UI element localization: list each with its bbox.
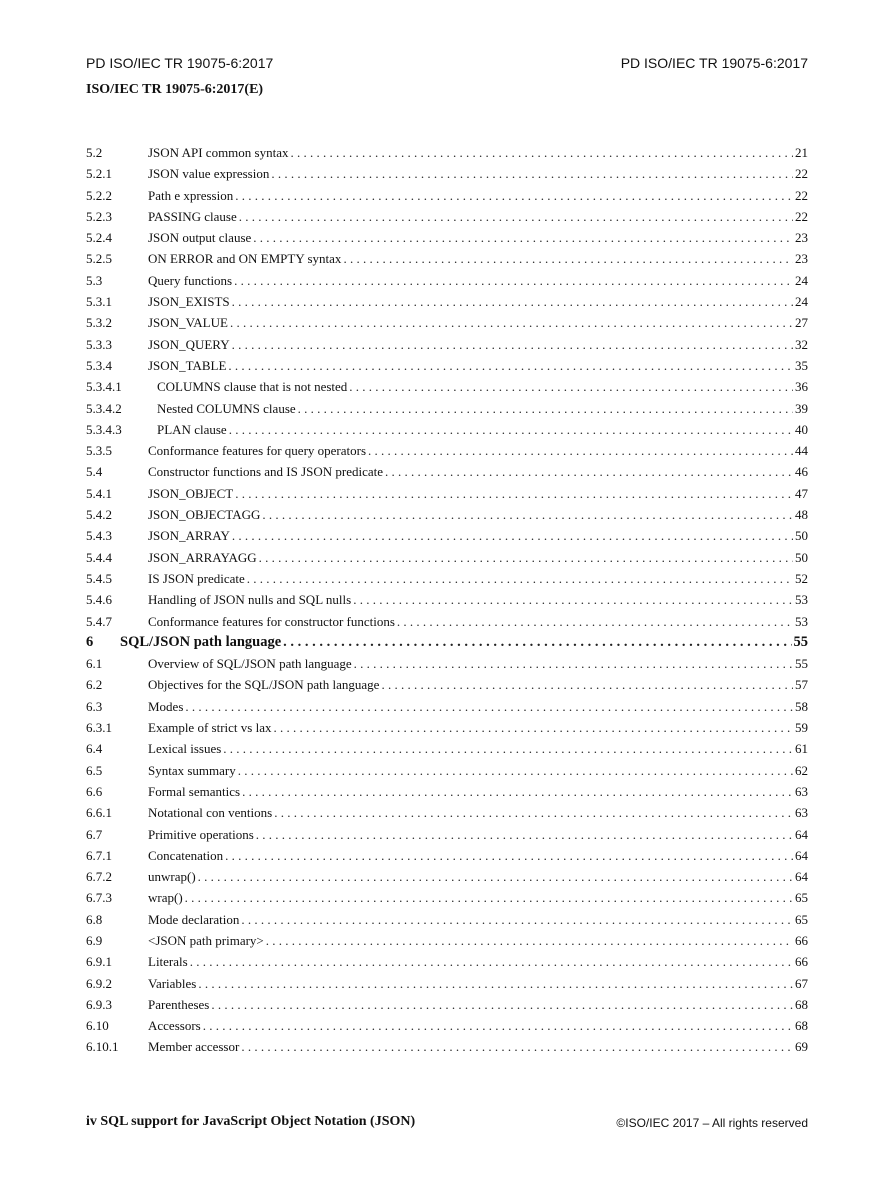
toc-entry[interactable] <box>86 440 808 461</box>
toc-leader-dots <box>283 632 791 653</box>
toc-entry-number: 5.3.5 <box>86 443 112 459</box>
toc-entry-title: Conformance features for query operators <box>148 443 367 459</box>
toc-leader-dots <box>185 696 793 717</box>
toc-entry[interactable] <box>86 142 808 163</box>
toc-entry[interactable] <box>86 973 808 994</box>
toc-leader-dots <box>242 781 793 802</box>
toc-entry-number: 5.4.2 <box>86 507 112 523</box>
toc-entry-number: 5.2.1 <box>86 166 112 182</box>
header-right-id: PD ISO/IEC TR 19075-6:2017 <box>620 55 808 71</box>
toc-leader-dots <box>290 142 793 163</box>
toc-entry-page: 69 <box>795 1039 808 1055</box>
toc-entry-number: 5.4.3 <box>86 528 112 544</box>
toc-entry-page: 22 <box>795 166 808 182</box>
toc-entry-page: 40 <box>795 421 808 437</box>
toc-entry-title: Objectives for the SQL/JSON path language <box>148 677 380 693</box>
toc-entry-number: 5.4.5 <box>86 570 112 586</box>
toc-entry-number: 6.9.2 <box>86 975 112 991</box>
toc-entry-number: 6.8 <box>86 911 103 927</box>
toc-entry-number: 6.5 <box>86 762 103 778</box>
toc-leader-dots <box>241 909 793 930</box>
toc-entry-title: Syntax summary <box>148 762 236 778</box>
toc-entry[interactable] <box>86 291 808 312</box>
toc-entry-page: 53 <box>795 613 808 629</box>
toc-entry-number: 6.7 <box>86 826 103 842</box>
toc-entry-number: 5.4.6 <box>86 592 112 608</box>
toc-entry-page: 58 <box>795 698 808 714</box>
toc-leader-dots <box>230 312 793 333</box>
toc-entry[interactable] <box>86 227 808 248</box>
toc-entry-number: 5.2.5 <box>86 251 112 267</box>
toc-entry-number: 6.7.2 <box>86 869 112 885</box>
toc-leader-dots <box>239 206 793 227</box>
toc-leader-dots <box>266 930 793 951</box>
toc-leader-dots <box>262 504 793 525</box>
toc-entry[interactable] <box>86 781 808 802</box>
toc-leader-dots <box>256 824 793 845</box>
toc-entry-number: 5.3.1 <box>86 294 112 310</box>
toc-leader-dots <box>274 802 793 823</box>
toc-entry-title: IS JSON predicate <box>148 570 245 586</box>
toc-entry[interactable] <box>86 206 808 227</box>
toc-entry-page: 21 <box>795 145 808 160</box>
toc-entry[interactable] <box>86 887 808 908</box>
toc-entry-number: 5.3.3 <box>86 336 112 352</box>
toc-entry-title: Constructor functions and IS JSON predicate <box>148 464 384 480</box>
toc-entry-number: 6.2 <box>86 677 103 693</box>
toc-entry-title: ON ERROR and ON EMPTY syntax <box>148 251 342 267</box>
toc-entry[interactable] <box>86 930 808 951</box>
toc-entry-page: 68 <box>795 996 808 1012</box>
toc-entry-page: 64 <box>795 869 808 885</box>
toc-entry-page: 39 <box>795 400 808 416</box>
toc-leader-dots <box>273 717 793 738</box>
toc-entry-title: JSON output clause <box>148 230 252 246</box>
toc-entry-title: JSON_OBJECT <box>148 485 234 501</box>
toc-entry-number: 5.3 <box>86 272 103 288</box>
toc-entry[interactable] <box>86 824 808 845</box>
toc-leader-dots <box>198 973 793 994</box>
toc-leader-dots <box>343 248 793 269</box>
toc-entry-title: Accessors <box>148 1018 201 1034</box>
toc-entry-page: 48 <box>795 507 808 523</box>
toc-entry-number: 5.3.2 <box>86 315 112 331</box>
toc-entry-title: Concatenation <box>148 847 224 863</box>
toc-entry-number: 6.10 <box>86 1018 109 1034</box>
toc-leader-dots <box>354 653 793 674</box>
toc-leader-dots <box>203 1015 793 1036</box>
toc-entry-title: JSON_ARRAY <box>148 528 230 544</box>
toc-entry[interactable] <box>86 568 808 589</box>
toc-leader-dots <box>225 845 793 866</box>
toc-leader-dots <box>349 376 793 397</box>
toc-entry-page: 55 <box>795 656 808 672</box>
toc-entry-page: 50 <box>795 528 808 544</box>
toc-entry-page: 46 <box>795 464 808 480</box>
toc-leader-dots <box>228 355 793 376</box>
toc-leader-dots <box>397 611 793 632</box>
toc-entry-title: Modes <box>148 698 184 714</box>
toc-entry-page: 64 <box>795 826 808 842</box>
toc-leader-dots <box>234 270 793 291</box>
toc-entry-page: 52 <box>795 570 808 586</box>
toc-entry-title: JSON_EXISTS <box>148 294 230 310</box>
toc-entry-title: Literals <box>148 954 188 970</box>
toc-leader-dots <box>232 291 793 312</box>
toc-leader-dots <box>271 163 793 184</box>
toc-entry[interactable] <box>86 738 808 759</box>
toc-entry-number: 6.1 <box>86 656 103 672</box>
toc-entry[interactable] <box>86 1036 808 1057</box>
toc-entry-page: 23 <box>795 251 808 267</box>
toc-entry[interactable] <box>86 483 808 504</box>
toc-entry-title: Lexical issues <box>148 741 222 757</box>
toc-entry[interactable] <box>86 525 808 546</box>
toc-entry-title: Handling of JSON nulls and SQL nulls <box>148 592 352 608</box>
toc-entry-page: 62 <box>795 762 808 778</box>
toc-entry-title: JSON_ARRAYAGG <box>148 549 257 565</box>
toc-entry[interactable] <box>86 1015 808 1036</box>
toc-entry-title: Example of strict vs lax <box>148 720 272 736</box>
toc-entry-page: 65 <box>795 911 808 927</box>
toc-leader-dots <box>385 461 793 482</box>
footer-copyright: ©ISO/IEC 2017 – All rights reserved <box>616 1116 808 1130</box>
toc-entry-page: 63 <box>795 805 808 821</box>
toc-leader-dots <box>253 227 793 248</box>
toc-leader-dots <box>190 951 793 972</box>
toc-entry-page: 24 <box>795 294 808 310</box>
toc-entry-page: 23 <box>795 230 808 246</box>
toc-entry[interactable] <box>86 909 808 930</box>
toc-entry-number: 6 <box>86 633 94 650</box>
toc-entry-number: 5.4.4 <box>86 549 112 565</box>
toc-entry-title: JSON_QUERY <box>148 336 230 352</box>
toc-entry-title: Query functions <box>148 272 233 288</box>
toc-entry-page: 53 <box>795 592 808 608</box>
toc-entry-page: 67 <box>795 975 808 991</box>
toc-entry[interactable] <box>86 461 808 482</box>
toc-entry[interactable] <box>86 376 808 397</box>
toc-entry-number: 5.2.4 <box>86 230 112 246</box>
toc-entry-title: Variables <box>148 975 197 991</box>
toc-entry[interactable] <box>86 185 808 206</box>
toc-entry-title: Mode declaration <box>148 911 240 927</box>
toc-leader-dots <box>353 589 793 610</box>
table-of-contents <box>86 142 808 1058</box>
toc-leader-dots <box>241 1036 793 1057</box>
toc-entry-number: 6.9 <box>86 932 103 948</box>
toc-entry-number: 5.4 <box>86 464 103 480</box>
toc-entry[interactable] <box>86 312 808 333</box>
toc-entry-page: 66 <box>795 932 808 948</box>
toc-leader-dots <box>247 568 793 589</box>
toc-entry-number: 6.6.1 <box>86 805 112 821</box>
toc-entry[interactable] <box>86 653 808 674</box>
toc-entry[interactable] <box>86 845 808 866</box>
toc-entry-number: 5.4.7 <box>86 613 112 629</box>
toc-entry[interactable] <box>86 802 808 823</box>
toc-entry-page: 47 <box>795 485 808 501</box>
toc-entry-number: 5.2.2 <box>86 187 112 203</box>
toc-leader-dots <box>232 334 793 355</box>
toc-entry-number: 5.4.1 <box>86 485 112 501</box>
toc-entry-number: 6.7.1 <box>86 847 112 863</box>
toc-entry[interactable] <box>86 951 808 972</box>
toc-leader-dots <box>235 185 793 206</box>
toc-entry-title: Member accessor <box>148 1039 240 1055</box>
toc-leader-dots <box>298 398 793 419</box>
toc-entry-page: 35 <box>795 357 808 373</box>
toc-entry[interactable] <box>86 419 808 440</box>
toc-entry[interactable] <box>86 632 808 653</box>
toc-entry-number: 5.2.3 <box>86 208 112 224</box>
toc-entry-page: 65 <box>795 890 808 906</box>
toc-entry-title: Nested COLUMNS clause <box>157 400 296 416</box>
toc-entry[interactable] <box>86 696 808 717</box>
toc-leader-dots <box>211 994 793 1015</box>
toc-entry[interactable] <box>86 398 808 419</box>
toc-entry-title: JSON_TABLE <box>148 357 227 373</box>
toc-entry-title: Conformance features for constructor functions <box>148 613 395 629</box>
toc-entry-number: 5.3.4.2 <box>86 400 122 416</box>
toc-entry[interactable] <box>86 163 808 184</box>
toc-entry-title: JSON_VALUE <box>148 315 228 331</box>
toc-entry-page: 57 <box>795 677 808 693</box>
toc-leader-dots <box>259 547 793 568</box>
toc-entry-number: 6.10.1 <box>86 1039 119 1055</box>
toc-entry-page: 59 <box>795 720 808 736</box>
toc-entry[interactable] <box>86 611 808 632</box>
toc-entry-title: unwrap() <box>148 869 196 885</box>
toc-entry-number: 6.3 <box>86 698 103 714</box>
toc-leader-dots <box>235 483 793 504</box>
toc-entry-title: Path e xpression <box>148 187 234 203</box>
toc-entry[interactable] <box>86 589 808 610</box>
toc-entry-number: 5.3.4.3 <box>86 421 122 437</box>
toc-entry-page: 44 <box>795 443 808 459</box>
toc-entry-page: 55 <box>793 633 808 650</box>
toc-entry-title: JSON API common syntax <box>148 145 289 160</box>
toc-entry-number: 6.6 <box>86 783 103 799</box>
toc-entry[interactable] <box>86 994 808 1015</box>
toc-entry[interactable] <box>86 270 808 291</box>
toc-entry-number: 5.3.4 <box>86 357 112 373</box>
toc-entry-title: JSON_OBJECTAGG <box>148 507 261 523</box>
toc-entry-page: 50 <box>795 549 808 565</box>
toc-entry-title: wrap() <box>148 890 183 906</box>
toc-entry-title: COLUMNS clause that is not nested <box>157 379 348 395</box>
toc-entry-number: 6.9.3 <box>86 996 112 1012</box>
toc-entry[interactable] <box>86 547 808 568</box>
toc-entry-title: <JSON path primary> <box>148 932 264 948</box>
toc-entry-page: 61 <box>795 741 808 757</box>
toc-entry[interactable] <box>86 760 808 781</box>
toc-entry-title: Overview of SQL/JSON path language <box>148 656 352 672</box>
toc-entry-page: 63 <box>795 783 808 799</box>
toc-entry-number: 5.3.4.1 <box>86 379 122 395</box>
toc-entry-page: 66 <box>795 954 808 970</box>
toc-entry-number: 6.7.3 <box>86 890 112 906</box>
toc-entry-title: PLAN clause <box>157 421 227 437</box>
toc-entry-title: Formal semantics <box>148 783 241 799</box>
toc-entry-title: Primitive operations <box>148 826 254 842</box>
toc-entry[interactable] <box>86 248 808 269</box>
toc-entry-page: 64 <box>795 847 808 863</box>
toc-entry-title: SQL/JSON path language <box>120 633 282 650</box>
toc-leader-dots <box>238 760 793 781</box>
header-left-id: PD ISO/IEC TR 19075-6:2017 <box>86 55 274 71</box>
toc-entry[interactable] <box>86 717 808 738</box>
toc-entry-number: 5.2 <box>86 145 103 160</box>
toc-leader-dots <box>232 525 793 546</box>
toc-entry-page: 36 <box>795 379 808 395</box>
toc-entry-title: Notational con ventions <box>148 805 273 821</box>
toc-entry-page: 68 <box>795 1018 808 1034</box>
toc-leader-dots <box>185 887 793 908</box>
document-identifier: ISO/IEC TR 19075-6:2017(E) <box>86 82 264 97</box>
footer-title: iv SQL support for JavaScript Object Notation (JSON) <box>86 1114 416 1129</box>
toc-entry-number: 6.4 <box>86 741 103 757</box>
toc-leader-dots <box>223 738 793 759</box>
toc-leader-dots <box>198 866 793 887</box>
toc-entry-page: 32 <box>795 336 808 352</box>
toc-leader-dots <box>381 674 793 695</box>
toc-entry[interactable] <box>86 504 808 525</box>
toc-entry-title: PASSING clause <box>148 208 237 224</box>
toc-entry-page: 22 <box>795 187 808 203</box>
toc-entry-page: 24 <box>795 272 808 288</box>
toc-leader-dots <box>368 440 793 461</box>
toc-entry-page: 22 <box>795 208 808 224</box>
toc-entry-number: 6.9.1 <box>86 954 112 970</box>
toc-entry-title: Parentheses <box>148 996 210 1012</box>
toc-entry[interactable] <box>86 334 808 355</box>
toc-leader-dots <box>229 419 793 440</box>
toc-entry[interactable] <box>86 674 808 695</box>
toc-entry-title: JSON value expression <box>148 166 270 182</box>
toc-entry-page: 27 <box>795 315 808 331</box>
toc-entry-number: 6.3.1 <box>86 720 112 736</box>
toc-entry[interactable] <box>86 866 808 887</box>
toc-entry[interactable] <box>86 355 808 376</box>
